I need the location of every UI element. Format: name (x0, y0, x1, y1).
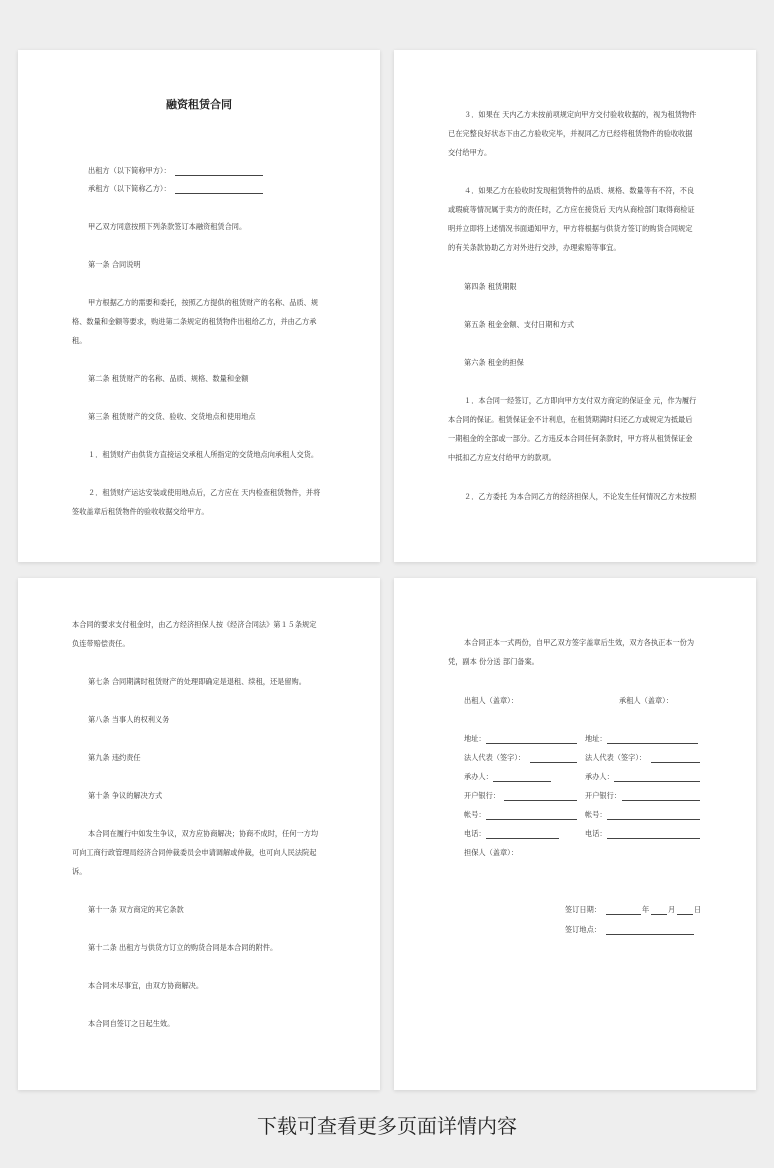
article-5-heading: 第五条 租金金额、支付日期和方式 (464, 320, 575, 329)
article-3-item-4: 或瑕疵等情况属于卖方的责任时，乙方应在接货后 天内从商检部门取得商检证 (448, 205, 695, 214)
lessor-seal-label: 出租人（盖章）： (464, 696, 518, 705)
lessor-agent-label: 承办人： (464, 772, 493, 781)
article-2-heading: 第二条 租赁财产的名称、品质、规格、数量和金额 (88, 374, 249, 383)
lessor-account-label: 帐号： (464, 810, 486, 819)
year-label: 年 (642, 905, 650, 914)
sign-date-label: 签订日期： (565, 905, 601, 914)
article-3-item-2: 签收盖章后租赁物件的验收收据交给甲方。 (72, 507, 209, 516)
lessor-legal-rep-label: 法人代表（签字）： (464, 753, 526, 762)
article-9-heading: 第九条 违约责任 (88, 753, 141, 762)
lessor-label: 出租方（以下简称甲方）： (88, 166, 171, 175)
article-6-heading: 第六条 租金的担保 (464, 358, 524, 367)
download-hint: 下载可查看更多页面详情内容 (257, 1114, 517, 1138)
lessor-bank-blank (504, 800, 577, 801)
lessor-agent-blank (493, 781, 551, 782)
article-3-item-1: １．租赁财产由供货方直接运交承租人所指定的交货地点向承租人交货。 (88, 450, 319, 459)
lessee-account-blank (607, 819, 700, 820)
article-4-heading: 第四条 租赁期限 (464, 282, 517, 291)
document-page-2 (394, 50, 756, 562)
article-11-heading: 第十一条 双方商定的其它条款 (88, 905, 184, 914)
document-page-1 (18, 50, 380, 562)
article-3-item-4: 的有关条款协助乙方对外进行交涉，办理索赔等事宜。 (448, 243, 621, 252)
intro-text: 甲乙双方同意按照下列条款签订本融资租赁合同。 (88, 222, 247, 231)
contract-title: 融资租赁合同 (166, 98, 232, 111)
lessee-seal-label: 承租人（盖章）： (619, 696, 673, 705)
lessee-label: 承租方（以下简称乙方）： (88, 184, 171, 193)
article-6-item-1: 一期租金的全部或一部分。乙方违反本合同任何条款时，甲方将从租赁保证金 (448, 434, 693, 443)
lessor-bank-label: 开户银行： (464, 791, 500, 800)
article-6-item-1: １．本合同一经签订，乙方即向甲方支付双方商定的保证金 元，作为履行 (464, 396, 697, 405)
article-8-heading: 第八条 当事人的权利义务 (88, 715, 170, 724)
lessee-address-blank (607, 743, 698, 744)
article-10-heading: 第十条 争议的解决方式 (88, 791, 163, 800)
article-7-heading: 第七条 合同期满时租赁财产的处理即确定是退租、续租，还是留购。 (88, 677, 306, 686)
effective-clause: 本合同自签订之日起生效。 (88, 1019, 175, 1028)
lessee-bank-blank (622, 800, 700, 801)
lessor-address-blank (486, 743, 577, 744)
lessor-blank (175, 175, 263, 176)
article-6-item-2: ２．乙方委托 为本合同乙方的经济担保人，不论发生任何情况乙方未按照 (464, 492, 697, 501)
article-1-text: 租。 (72, 336, 87, 345)
article-3-heading: 第三条 租赁财产的交货、验收、交货地点和使用地点 (88, 412, 256, 421)
article-6-item-1: 中抵扣乙方应支付给甲方的款项。 (448, 453, 556, 462)
lessee-phone-blank (607, 838, 700, 839)
article-1-text: 格、数量和金额等要求，购进第二条规定的租赁物件出租给乙方，并由乙方承 (72, 317, 317, 326)
sign-place-label: 签订地点： (565, 925, 601, 934)
article-12-heading: 第十二条 出租方与供货方订立的购货合同是本合同的附件。 (88, 943, 278, 952)
article-3-item-3: 交付给甲方。 (448, 148, 492, 157)
lessee-legal-rep-label: 法人代表（签字）： (585, 753, 647, 762)
lessee-bank-label: 开户银行： (585, 791, 621, 800)
document-page-3 (18, 578, 380, 1090)
article-10-text: 本合同在履行中如发生争议，双方应协商解决；协商不成时，任何一方均 (88, 829, 319, 838)
day-label: 日 (694, 905, 702, 914)
guarantee-text: 负连带赔偿责任。 (72, 639, 130, 648)
article-1-text: 甲方根据乙方的需要和委托，按照乙方提供的租赁财产的名称、品质、规 (88, 298, 319, 307)
article-3-item-2: ２．租赁财产运达安装或使用地点后，乙方应在 天内检查租赁物件，并将 (88, 488, 321, 497)
article-3-item-3: 已在完整良好状态下由乙方验收完毕，并视同乙方已经将租赁物件的验收收据 (448, 129, 693, 138)
sign-day-blank (677, 914, 693, 915)
article-3-item-4: ４．如果乙方在验收时发现租赁物件的品质、规格、数量等有不符，不良 (464, 186, 695, 195)
article-10-text: 可向工商行政管理局经济合同仲裁委员会申请调解或仲裁，也可向人民法院起 (72, 848, 317, 857)
lessor-phone-blank (486, 838, 559, 839)
article-10-text: 诉。 (72, 867, 87, 876)
article-3-item-4: 明并立即将上述情况书面通知甲方，甲方将根据与供货方签订的购货合同规定 (448, 224, 693, 233)
article-1-heading: 第一条 合同说明 (88, 260, 141, 269)
document-page-4 (394, 578, 756, 1090)
article-6-item-1: 本合同的保证。租赁保证金不计利息，在租赁期满时归还乙方或规定为抵最后 (448, 415, 693, 424)
lessor-phone-label: 电话： (464, 829, 486, 838)
lessor-account-blank (486, 819, 577, 820)
lessee-agent-blank (614, 781, 700, 782)
lessee-account-label: 帐号： (585, 810, 607, 819)
lessee-agent-label: 承办人： (585, 772, 614, 781)
guarantor-seal-label: 担保人（盖章）： (464, 848, 518, 857)
sign-place-blank (606, 934, 694, 935)
lessee-blank (175, 193, 263, 194)
copies-clause: 凭，副本 份分送 部门备案。 (448, 657, 539, 666)
article-3-item-3: ３．如果在 天内乙方未按前项规定向甲方交付验收收据的，视为租赁物件 (464, 110, 697, 119)
month-label: 月 (668, 905, 676, 914)
lessee-phone-label: 电话： (585, 829, 607, 838)
sign-year-blank (606, 914, 641, 915)
copies-clause: 本合同正本一式两份，自甲乙双方签字盖章后生效，双方各执正本一份为 (464, 638, 695, 647)
guarantee-text: 本合同的要求支付租金时，由乙方经济担保人按《经济合同法》第１５条规定 (72, 620, 317, 629)
misc-clause: 本合同未尽事宜，由双方协商解决。 (88, 981, 204, 990)
lessee-legal-rep-blank (651, 762, 700, 763)
lessee-address-label: 地址： (585, 734, 607, 743)
lessor-address-label: 地址： (464, 734, 486, 743)
lessor-legal-rep-blank (530, 762, 577, 763)
sign-month-blank (651, 914, 667, 915)
